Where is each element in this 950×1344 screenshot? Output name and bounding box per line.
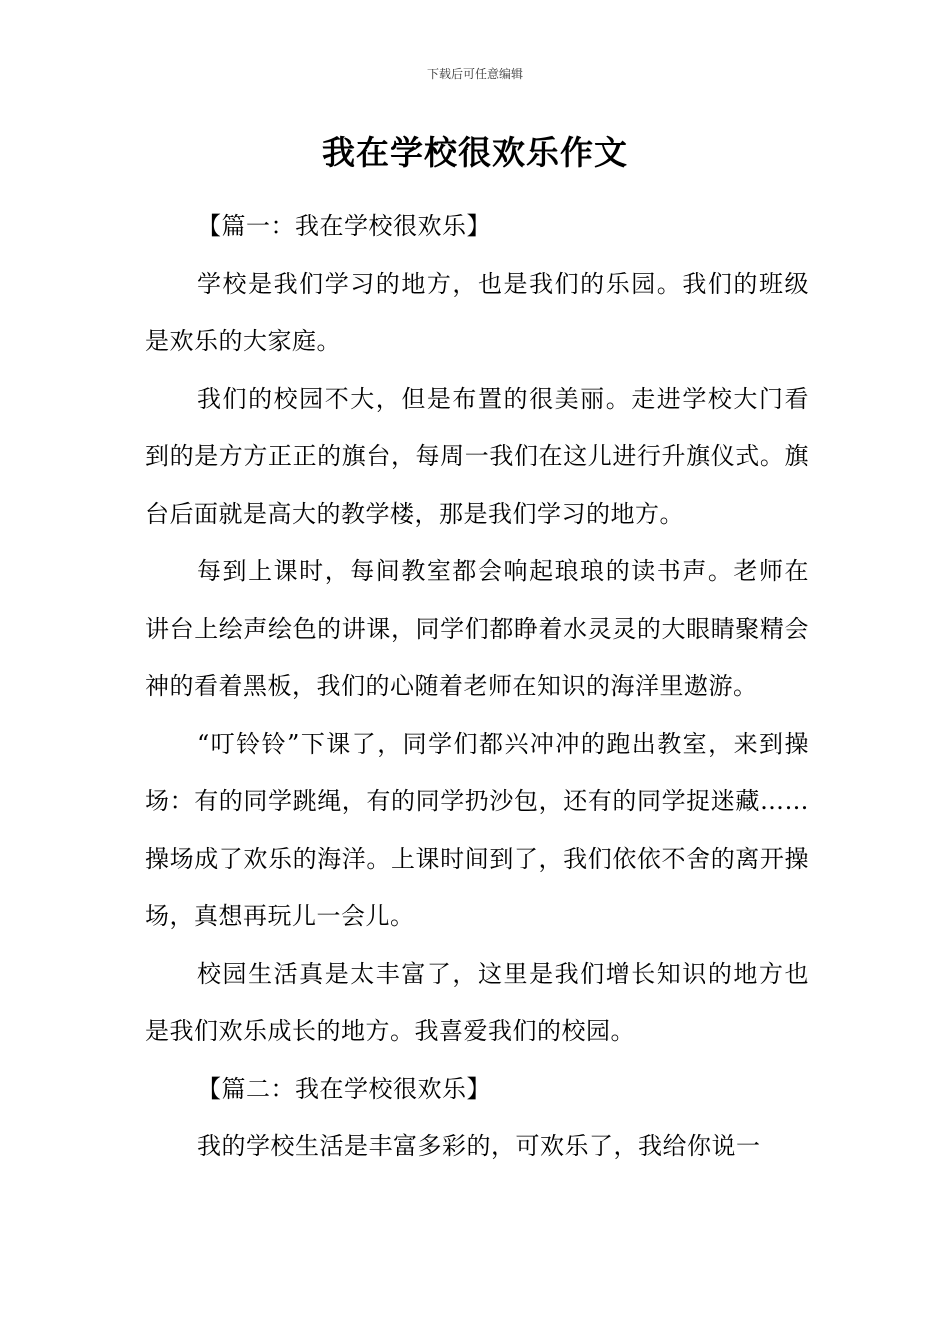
section-heading-2: 【篇二：我在学校很欢乐】 <box>197 1074 491 1103</box>
paragraph-2: 我们的校园不大，但是布置的很美丽。走进学校大门看到的是方方正正的旗台，每周一我们在这儿进行升旗仪式。旗台后面就是高大的教学楼，那是我们学习的地方。 <box>145 384 809 528</box>
document-title: 我在学校很欢乐作文 <box>322 133 628 172</box>
document-body <box>145 198 809 1176</box>
header-note: 下载后可任意编辑 <box>426 67 523 81</box>
paragraph-1: 学校是我们学习的地方，也是我们的乐园。我们的班级是欢乐的大家庭。 <box>145 269 809 355</box>
section-heading-1: 【篇一：我在学校很欢乐】 <box>197 212 491 240</box>
paragraph-3: 每到上课时，每间教室都会响起琅琅的读书声。老师在讲台上绘声绘色的讲课，同学们都睁着水灵灵的大眼睛聚精会神的看着黑板，我们的心随着老师在知识的海洋里遨游。 <box>145 557 809 700</box>
paragraph-4: “叮铃铃”下课了，同学们都兴冲冲的跑出教室，来到操场：有的同学跳绳，有的同学扔沙包，还有的同学捉迷藏……操场成了欢乐的海洋。上课时间到了，我们依依不舍的离开操场，真想再玩儿一会儿。 <box>145 729 809 930</box>
paragraph-5: 校园生活真是太丰富了，这里是我们增长知识的地方也是我们欢乐成长的地方。我喜爱我们的校园。 <box>145 959 809 1045</box>
paragraph-6: 我的学校生活是丰富多彩的，可欢乐了，我给你说一 <box>197 1132 761 1160</box>
